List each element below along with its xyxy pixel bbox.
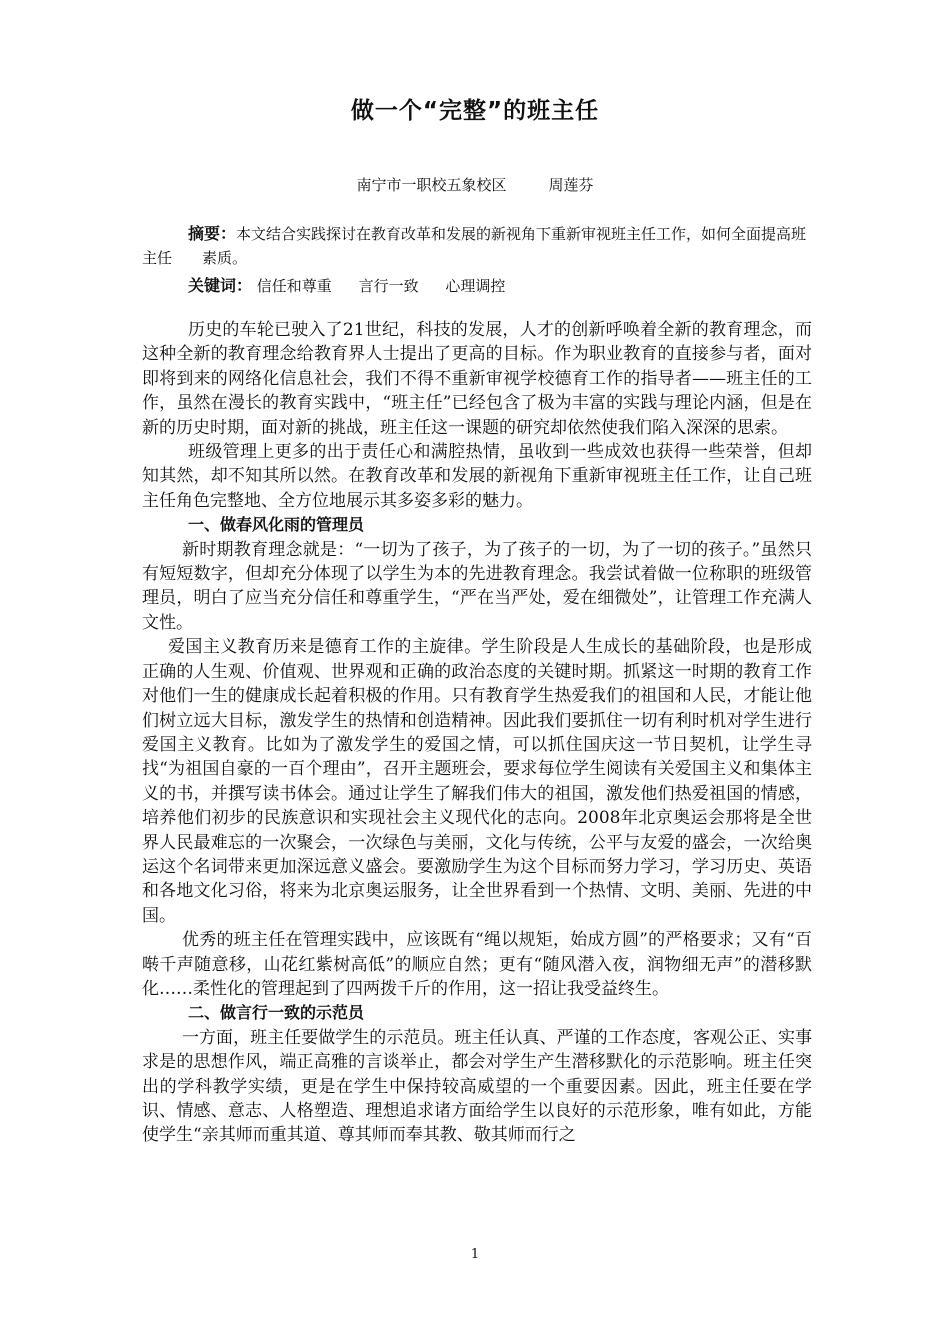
abstract-text-part2: 素质。 [202, 249, 248, 267]
keywords-section [188, 273, 527, 296]
body-paragraph: 新时期教育理念就是：“一切为了孩子，为了孩子的一切，为了一切的孩子。”虽然只有短短数字，但却充分体现了以学生为本的先进教育理念。我尝试着做一位称职的班级管理员，明白了应当充分信任和尊重学生，“严在当严处，爱在细微处”，让管理工作充满人文性。 [142, 539, 812, 633]
body-paragraph: 优秀的班主任在管理实践中，应该既有“绳以规矩，始成方圆”的严格要求；又有“百啭千声随意移，山花红紫树高低”的顺应自然；更有“随风潜入夜，润物细无声”的潜移默化……柔性化的管理起到了四两拨千斤的作用，这一招让我受益终生。 [142, 930, 812, 999]
body-paragraph: 历史的车轮已驶入了21世纪，科技的发展，人才的创新呼唤着全新的教育理念，而这种全新的教育理念给教育界人士提出了更高的目标。作为职业教育的直接参与者，面对即将到来的网络化信息社会，我们不得不重新审视学校德育工作的指导者——班主任的工作，虽然在漫长的教育实践中，“班主任”已经包含了极为丰富的实践与理论内涵，但是在新的历史时期，面对新的挑战，班主任这一课题的研究却依然使我们陷入深深的思索。 [142, 320, 812, 438]
abstract-section [142, 222, 812, 270]
abstract-text-part1: 本文结合实践探讨在教育改革和发展的新视角下重新审视班主任工作，如何全面提高班主任 [142, 225, 807, 267]
body-paragraph: 爱国主义教育历来是德育工作的主旋律。学生阶段是人生成长的基础阶段，也是形成正确的人生观、价值观、世界观和正确的政治态度的关键时期。抓紧这一时期的教育工作对他们一生的健康成长起着积极的作用。只有教育学生热爱我们的祖国和人民，才能让他们树立远大目标，激发学生的热情和创造精神。因此我们要抓住一切有利时机对学生进行爱国主义教育。比如为了激发学生的爱国之情，可以抓住国庆这一节日契机，让学生寻找“为祖国自豪的一百个理由”，召开主题班会，要求每位学生阅读有关爱国主义和集体主义的书，并撰写读书体会。通过让学生了解我们伟大的祖国，激发他们热爱祖国的情感，培养他们初步的民族意识和实现社会主义现代化的志向。2008年北京奥运会那将是全世界人民最难忘的一次聚会，一次绿色与美丽，文化与传统，公平与友爱的盛会，一次给奥运这个名词带来更加深远意义盛会。要激励学生为这个目标而努力学习，学习历史、英语和各地文化习俗，将来为北京奥运服务，让全世界看到一个热情、文明、美丽、先进的中国。 [142, 637, 812, 926]
page-number: 1 [470, 1247, 480, 1262]
keywords-label: 关键词： [188, 276, 253, 295]
keyword-item: 心理调控 [445, 277, 506, 295]
author-affiliation: 南宁市一职校五象校区 [356, 176, 507, 194]
section-heading: 二、做言行一致的示范员 [188, 1003, 365, 1023]
abstract-label: 摘要： [188, 224, 237, 243]
section-heading: 一、做春风化雨的管理员 [188, 515, 365, 535]
body-paragraph: 一方面，班主任要做学生的示范员。班主任认真、严谨的工作态度，客观公正、实事求是的思想作风，端正高雅的言谈举止，都会对学生产生潜移默化的示范影响。班主任突出的学科教学实绩，更是在学生中保持较高威望的一个重要因素。因此，班主任要在学识、情感、意志、人格塑造、理想追求诸方面给学生以良好的示范形象，唯有如此，方能使学生“亲其师而重其道、尊其师而奉其教、敬其师而行之 [142, 1027, 812, 1146]
keyword-item: 信任和尊重 [256, 277, 332, 295]
author-line [0, 174, 950, 195]
document-title: 做一个“完整”的班主任 [350, 98, 600, 124]
body-paragraph: 班级管理上更多的出于责任心和满腔热情，虽收到一些成效也获得一些荣誉，但却知其然，却不知其所以然。在教育改革和发展的新视角下重新审视班主任工作，让自己班主任角色完整地、全方位地展示其多姿多彩的魅力。 [142, 442, 812, 511]
keyword-item: 言行一致 [358, 277, 419, 295]
document-body [142, 318, 812, 1148]
author-name: 周莲芬 [548, 176, 594, 194]
